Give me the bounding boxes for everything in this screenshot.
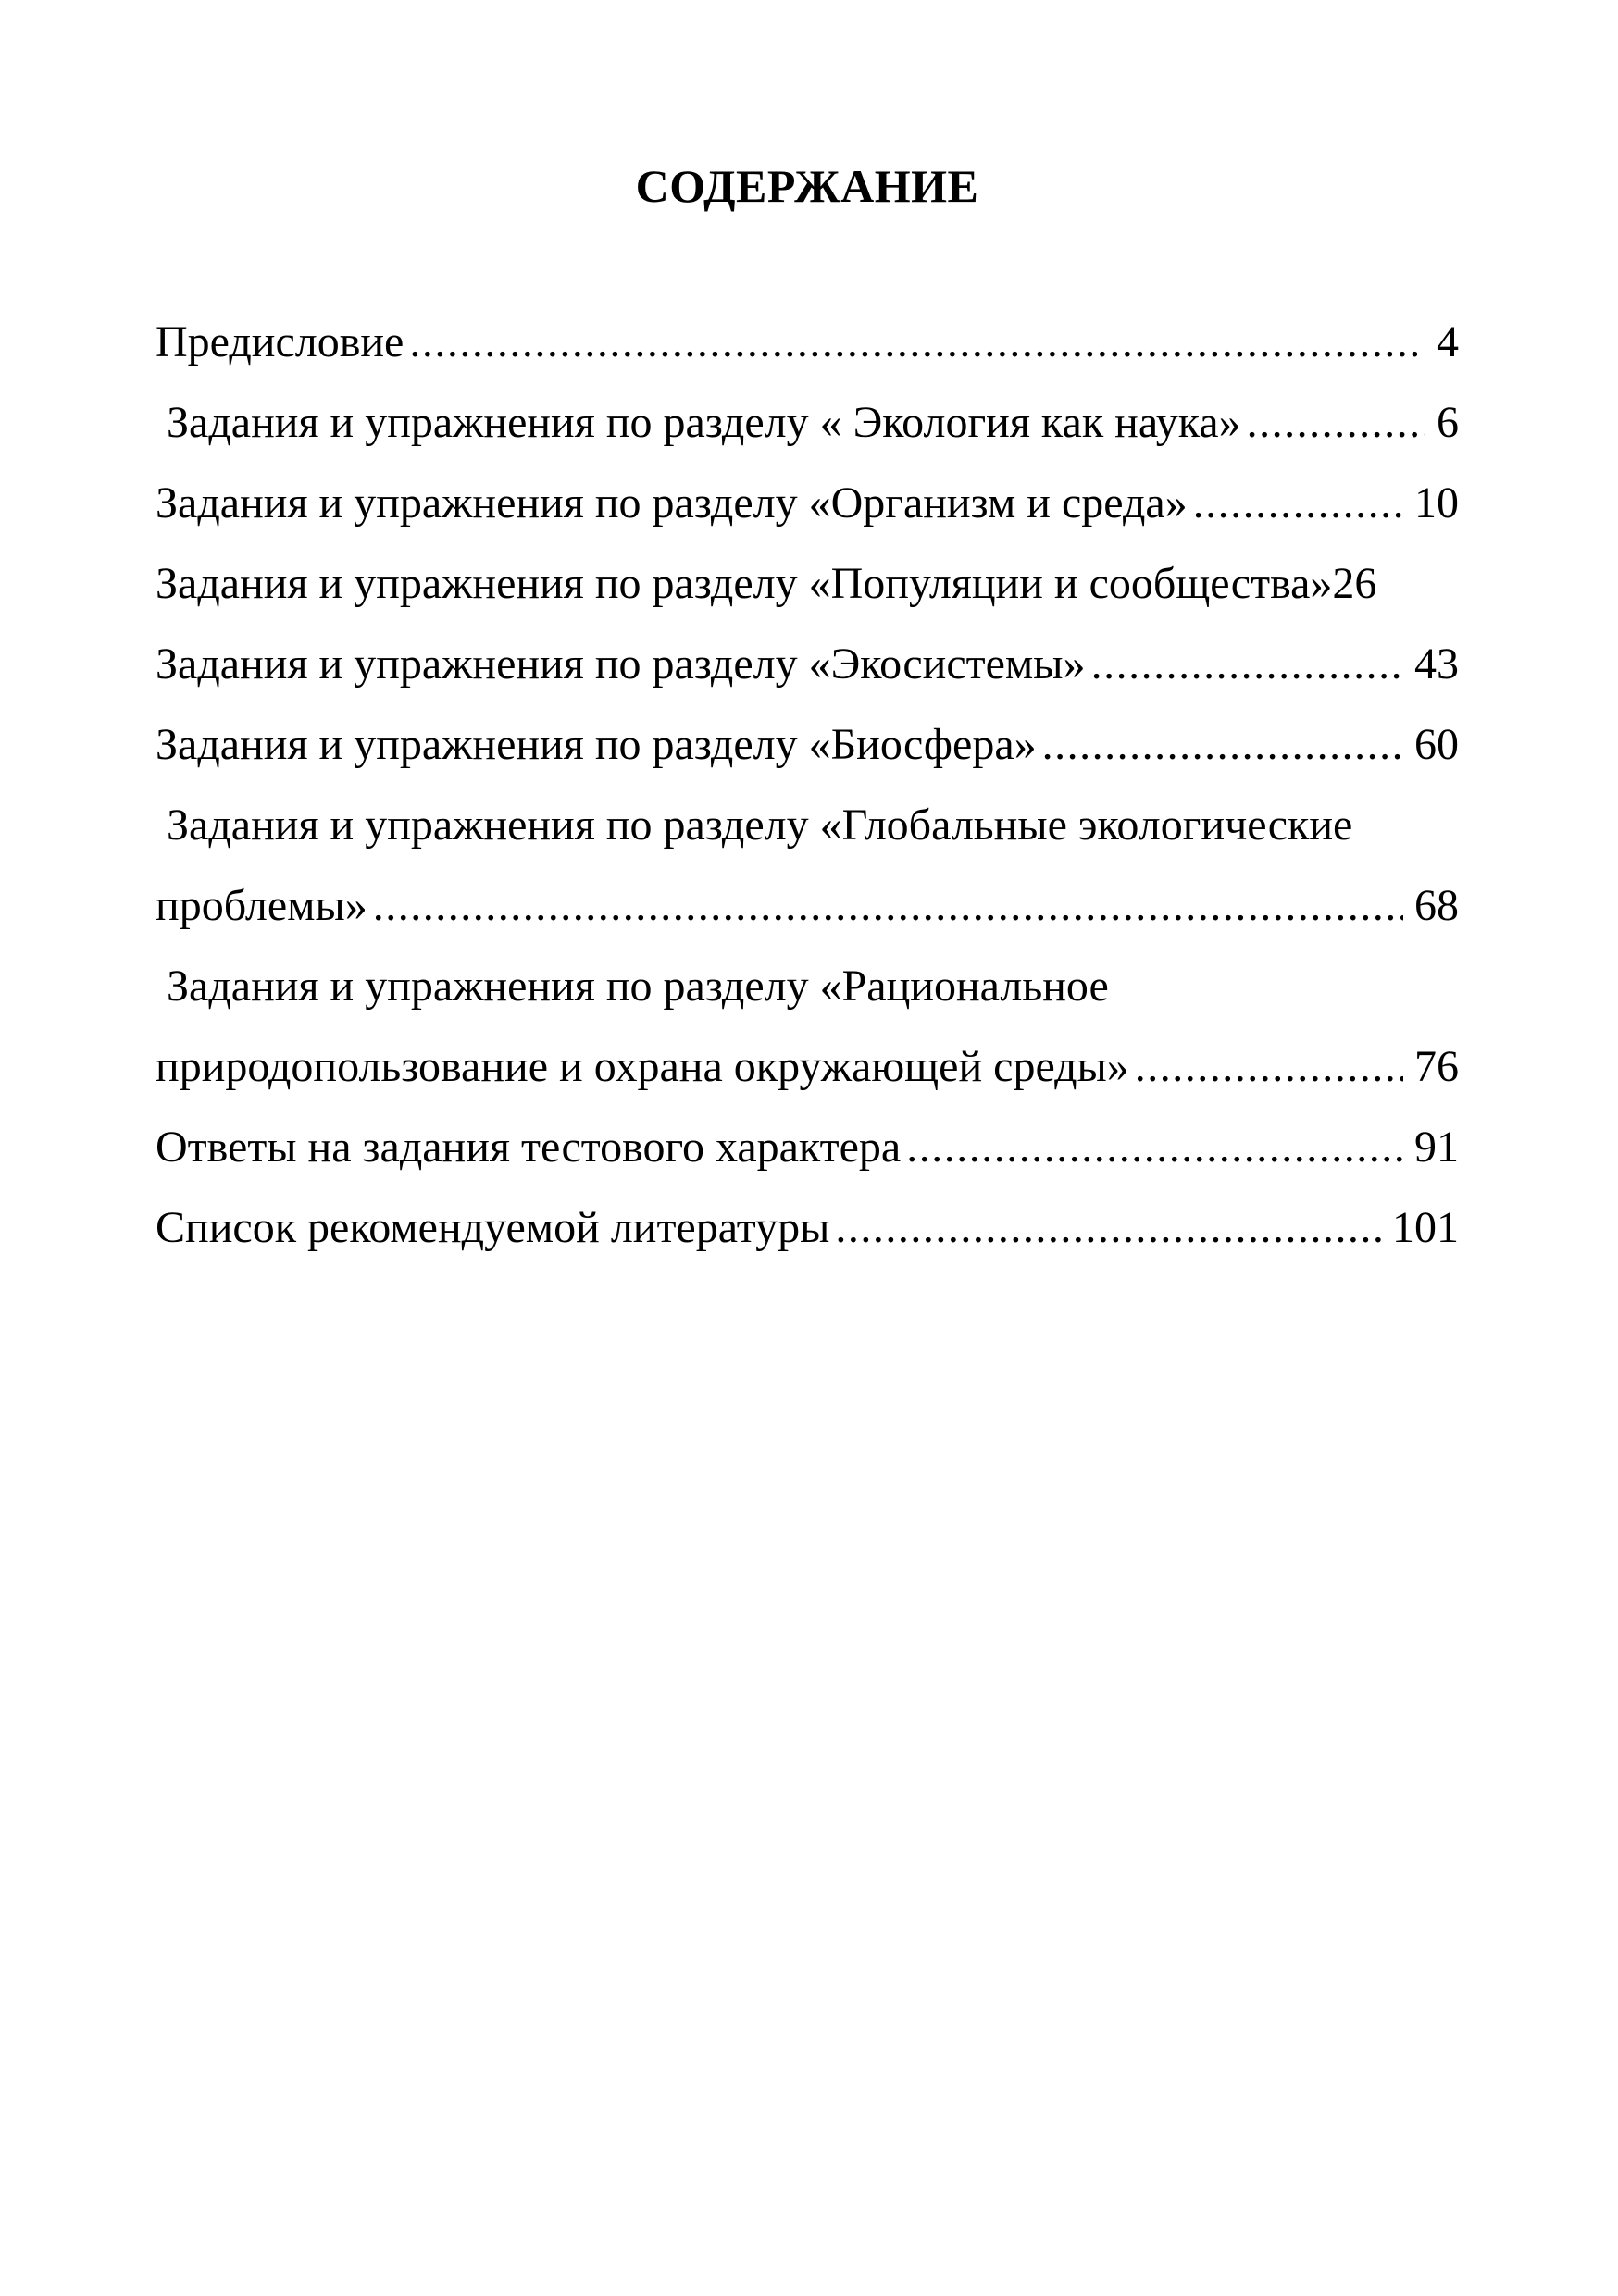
toc-row xyxy=(156,865,1459,946)
dot-leader xyxy=(373,865,1403,946)
toc-row xyxy=(156,1187,1459,1268)
toc-entry-text: природопользование и охрана окружающей среды» xyxy=(156,1042,1129,1091)
toc-row xyxy=(156,302,1459,382)
dot-leader xyxy=(1042,704,1403,785)
dot-leader xyxy=(906,1107,1403,1187)
dot-leader xyxy=(1114,946,1448,1026)
toc-row xyxy=(156,382,1459,463)
toc-row xyxy=(156,463,1459,543)
dot-leader xyxy=(1358,785,1448,865)
dot-leader xyxy=(835,1187,1381,1268)
toc-entry-text: Предисловие xyxy=(156,317,404,366)
toc-page-number: 4 xyxy=(1437,317,1459,366)
toc-row xyxy=(156,1026,1459,1107)
toc-page-number: 10 xyxy=(1414,478,1459,527)
toc-page-number: 60 xyxy=(1414,720,1459,769)
toc-entry-text: Задания и упражнения по разделу «Экосистемы» xyxy=(156,639,1086,689)
toc-page-number: 68 xyxy=(1414,881,1459,930)
toc-entry-text: Ответы на задания тестового характера xyxy=(156,1123,902,1172)
toc-row xyxy=(156,704,1459,785)
toc-entry-text: Задания и упражнения по разделу « Экология как наука» xyxy=(156,398,1241,447)
dot-leader xyxy=(409,302,1425,382)
toc-row xyxy=(156,1107,1459,1187)
toc-entry-text: проблемы» xyxy=(156,881,367,930)
toc-entry-text: Задания и упражнения по разделу «Популяции и сообщества» xyxy=(156,559,1333,608)
toc-entry-text: Задания и упражнения по разделу «Глобальные экологические xyxy=(156,800,1353,850)
toc-page-number: 101 xyxy=(1392,1203,1459,1252)
page-title: СОДЕРЖАНИЕ xyxy=(635,160,979,212)
table-of-contents xyxy=(156,302,1459,1268)
toc-row xyxy=(156,543,1459,624)
toc-row xyxy=(156,946,1459,1026)
toc-row xyxy=(156,785,1459,865)
toc-entry-text: Список рекомендуемой литературы xyxy=(156,1203,830,1252)
toc-page-number: 76 xyxy=(1414,1042,1459,1091)
dot-leader xyxy=(1091,624,1403,704)
toc-page-number: 6 xyxy=(1437,398,1459,447)
toc-entry-text: Задания и упражнения по разделу «Биосфера» xyxy=(156,720,1037,769)
dot-leader xyxy=(1135,1026,1403,1107)
toc-page-number: 91 xyxy=(1414,1123,1459,1172)
toc-entry-text: Задания и упражнения по разделу «Рациональное xyxy=(156,962,1109,1011)
toc-row xyxy=(156,624,1459,704)
toc-page-number: 43 xyxy=(1414,639,1459,689)
dot-leader xyxy=(1193,463,1403,543)
dot-leader xyxy=(1247,382,1425,463)
toc-page-number: 26 xyxy=(1332,559,1377,608)
toc-entry-text: Задания и упражнения по разделу «Организм и среда» xyxy=(156,478,1188,527)
